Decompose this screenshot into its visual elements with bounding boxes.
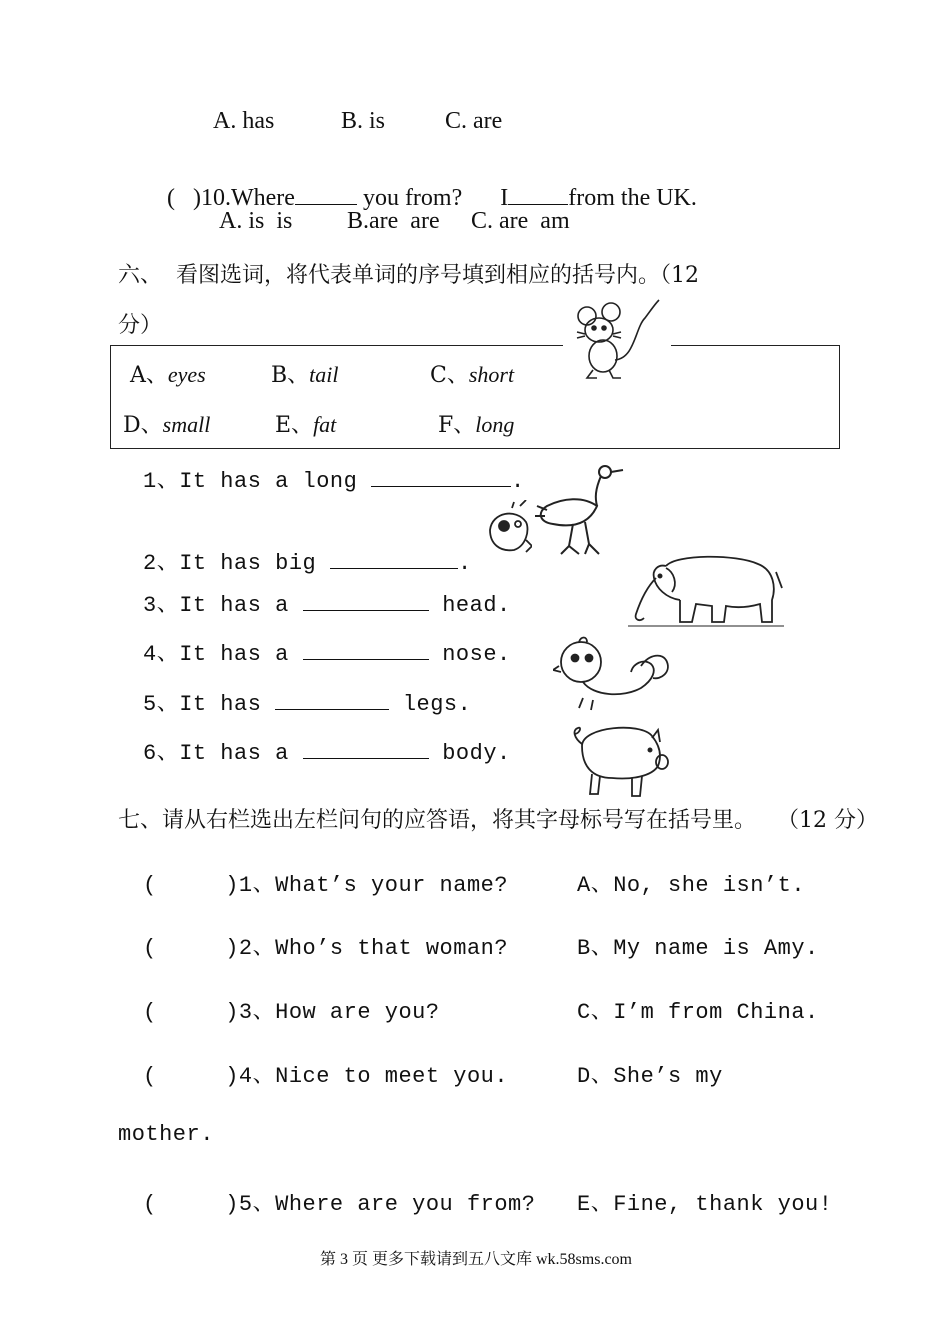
q10-text: from the UK. bbox=[568, 185, 697, 211]
section6-title: 六、 看图选词，将代表单词的序号填到相应的括号内。（12 bbox=[118, 263, 699, 288]
q9-option-c: C. are bbox=[445, 108, 503, 134]
sentence-1: 1、It has a long . bbox=[143, 469, 525, 494]
elephant-picture bbox=[626, 548, 786, 632]
q10-text: 10.Where bbox=[200, 185, 295, 211]
ostrich-picture bbox=[533, 462, 633, 562]
sentence-6-blank[interactable] bbox=[303, 740, 429, 759]
answer-bracket[interactable]: ( ) bbox=[143, 1000, 239, 1025]
word-c: C、short bbox=[430, 362, 515, 388]
sentence-3: 3、It has a head. bbox=[143, 593, 511, 618]
q10-blank-2[interactable] bbox=[508, 186, 568, 205]
match-answer-a: A、No, she isn’t. bbox=[577, 873, 806, 898]
sentence-2-blank[interactable] bbox=[330, 550, 458, 569]
section6-title-cont: 分） bbox=[118, 313, 163, 338]
sentence-2: 2、It has big . bbox=[143, 551, 472, 576]
q10-bracket: ( ) bbox=[167, 185, 201, 211]
word-d: D、small bbox=[123, 412, 211, 438]
answer-bracket[interactable]: ( ) bbox=[143, 873, 239, 898]
match-row-2: ( )2、Who’s that woman? bbox=[143, 936, 509, 961]
match-row-5: ( )5、Where are you from? bbox=[143, 1192, 536, 1217]
sentence-1-blank[interactable] bbox=[371, 468, 511, 487]
q10-line bbox=[155, 158, 697, 212]
q9-option-b: B. is bbox=[341, 108, 386, 134]
section7-title: 七、请从右栏选出左栏问句的应答语，将其字母标号写在括号里。 （12 分） bbox=[118, 808, 878, 833]
match-row-3: ( )3、How are you? bbox=[143, 1000, 440, 1025]
sentence-5: 5、It has legs. bbox=[143, 692, 472, 717]
word-f: F、long bbox=[438, 412, 515, 438]
answer-bracket[interactable]: ( ) bbox=[143, 1192, 239, 1217]
pig-picture bbox=[562, 716, 672, 804]
page-footer: 第 3 页 更多下载请到五八文库 wk.58sms.com bbox=[320, 1251, 633, 1268]
word-b: B、tail bbox=[271, 362, 339, 388]
sentence-3-blank[interactable] bbox=[303, 592, 429, 611]
q10-text: I bbox=[500, 185, 509, 211]
answer-bracket[interactable]: ( ) bbox=[143, 936, 239, 961]
sentence-5-blank[interactable] bbox=[275, 691, 389, 710]
sentence-4-blank[interactable] bbox=[303, 641, 429, 660]
mouse-picture bbox=[575, 298, 665, 384]
match-answer-b: B、My name is Amy. bbox=[577, 936, 819, 961]
match-row-4: ( )4、Nice to meet you. bbox=[143, 1064, 509, 1089]
q10-option-b: B.are are bbox=[347, 208, 440, 234]
chick-picture bbox=[553, 636, 673, 716]
fish-picture bbox=[482, 500, 532, 568]
answer-bracket[interactable]: ( ) bbox=[143, 1064, 239, 1089]
word-a: A、eyes bbox=[130, 362, 206, 388]
q10-option-a: A. is is bbox=[219, 208, 293, 234]
match-answer-d-cont: mother. bbox=[118, 1122, 214, 1147]
match-answer-e: E、Fine, thank you! bbox=[577, 1192, 833, 1217]
sentence-4: 4、It has a nose. bbox=[143, 642, 511, 667]
q10-text: you from? bbox=[356, 185, 463, 211]
sentence-6: 6、It has a body. bbox=[143, 741, 511, 766]
match-answer-c: C、I’m from China. bbox=[577, 1000, 819, 1025]
q10-option-c: C. are am bbox=[471, 208, 570, 234]
q10-blank-1[interactable] bbox=[295, 186, 357, 205]
match-answer-d: D、She’s my bbox=[577, 1064, 723, 1089]
q9-option-a: A. has bbox=[213, 108, 275, 134]
match-row-1: ( )1、What’s your name? bbox=[143, 873, 509, 898]
word-e: E、fat bbox=[275, 412, 337, 438]
